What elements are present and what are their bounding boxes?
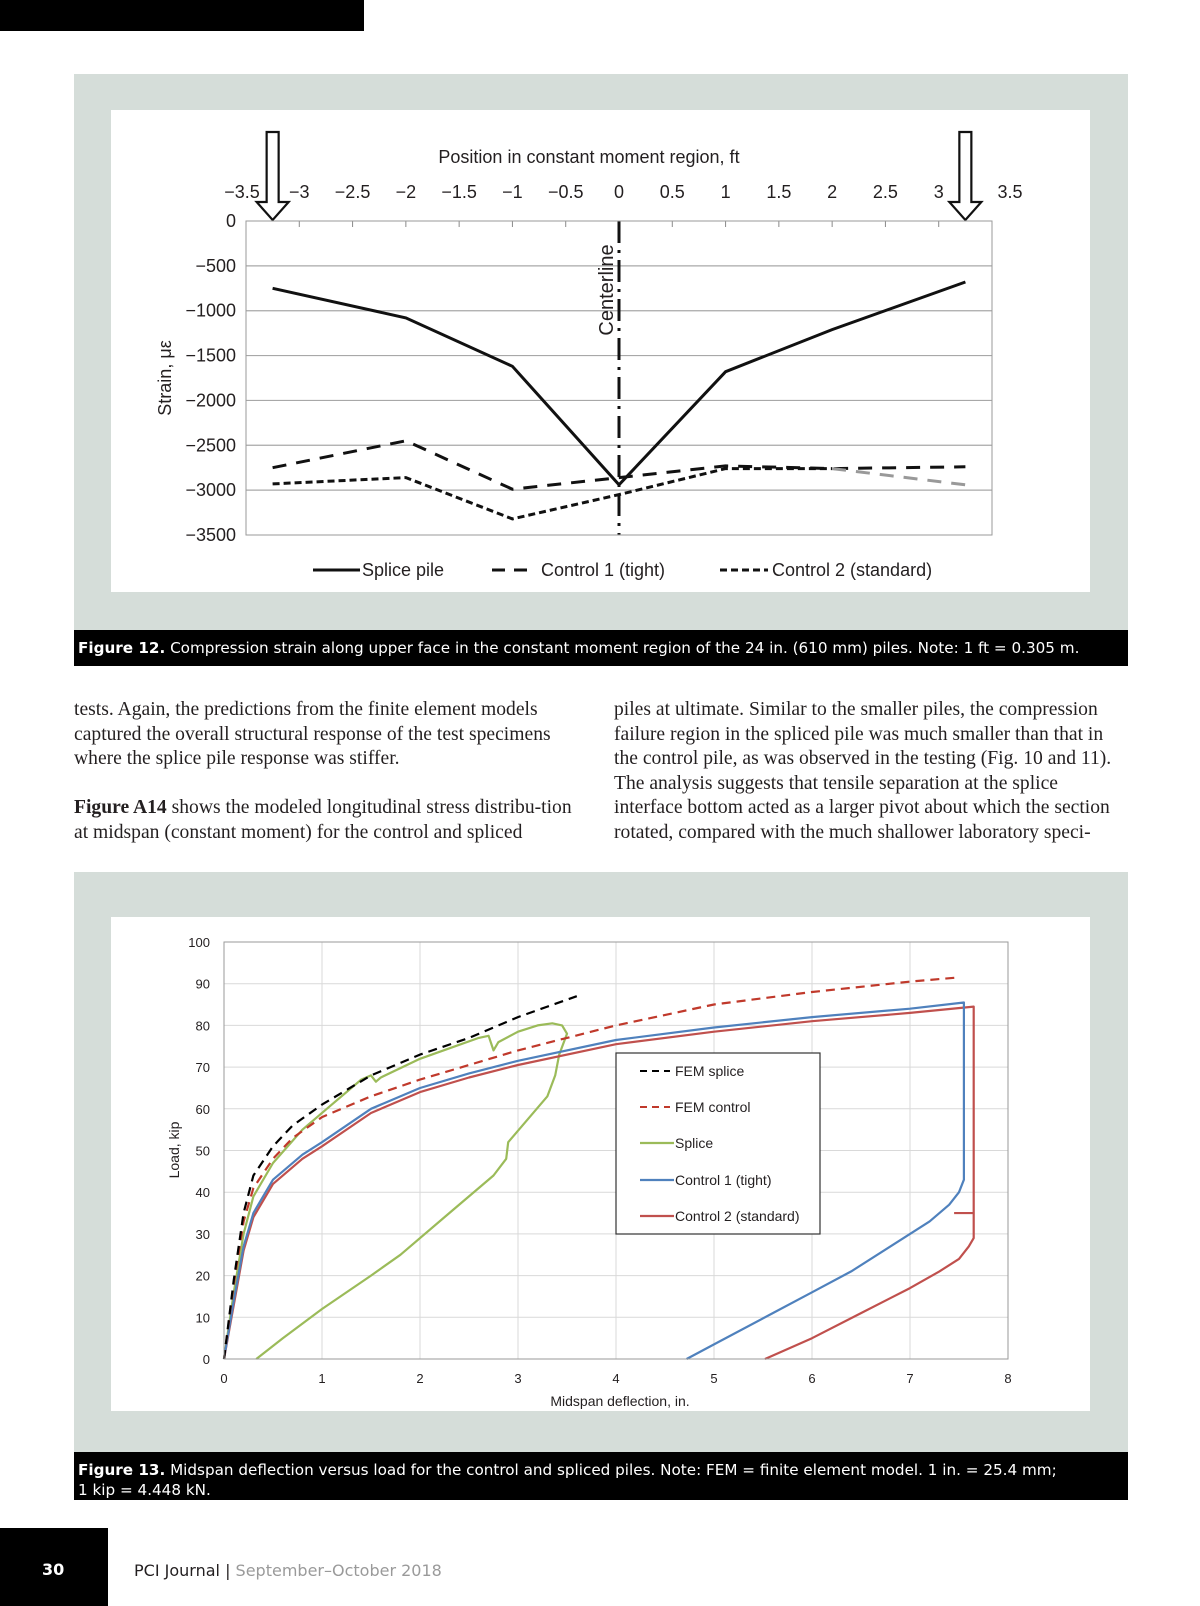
x-tick-label: 2: [416, 1371, 424, 1386]
x-tick-label: 6: [808, 1371, 816, 1386]
journal-name: PCI Journal: [134, 1561, 220, 1580]
running-footer: [134, 1561, 442, 1580]
x-tick-label: 3.5: [997, 182, 1023, 202]
x-tick-label: −3: [289, 182, 310, 202]
centerline-label: Centerline: [596, 244, 618, 336]
legend-label-splice: Splice: [675, 1135, 714, 1151]
y-tick-label: 50: [195, 1143, 210, 1159]
page-number: 30: [42, 1560, 65, 1579]
x-tick-label: 1: [720, 182, 731, 202]
y-tick-label: 60: [195, 1101, 210, 1117]
y-tick-label: 20: [195, 1268, 210, 1284]
x-tick-label: −3.5: [224, 182, 260, 202]
y-tick-label: 90: [195, 976, 210, 992]
y-tick-label: 10: [195, 1310, 210, 1326]
y-tick-label: 30: [195, 1226, 210, 1242]
caption-text: Midspan deflection versus load for the control and spliced piles. Note: FEM = finite element model. 1 in. = 25.4 mm;: [165, 1461, 1057, 1479]
caption-label: Figure 13.: [78, 1461, 166, 1479]
x-tick-label: −2.5: [334, 182, 371, 202]
y-tick-label: 80: [195, 1018, 210, 1034]
legend: [616, 1053, 820, 1234]
y-tick-label: −2500: [185, 435, 236, 456]
x-tick-label: 8: [1004, 1371, 1012, 1386]
x-tick-label: 4: [612, 1371, 620, 1386]
x-tick-label: 1: [318, 1371, 326, 1386]
legend-label-control1: Control 1 (tight): [675, 1172, 772, 1188]
x-tick-label: −0.5: [547, 182, 584, 202]
paragraph: piles at ultimate. Similar to the smaller piles, the compression failure region in the spliced pile was much smaller than that in the control pile, as was observed in the testing (Fig. 10 and 11). The analysis suggests that tensile separation at the splice interface bottom acted as a larger pivot about which the section rotated, compared with the much shallower laboratory speci-: [614, 699, 1112, 843]
x-tick-label: 3: [514, 1371, 522, 1386]
x-tick-label: 2.5: [872, 182, 898, 202]
y-tick-label: −500: [195, 255, 236, 276]
y-axis-label: Load, kip: [166, 1121, 182, 1179]
caption-text-continued: 1 kip = 4.448 kN.: [78, 1481, 211, 1499]
series-line-control-2-standard: [224, 1007, 974, 1359]
y-tick-label: −3000: [185, 480, 236, 501]
paragraph: tests. Again, the predictions from the finite element models captured the overall structural response of the test specimens where the splice pile response was stiffer.: [74, 699, 551, 770]
series-line-control-1-tight: [224, 1003, 964, 1360]
x-tick-label: 0: [613, 182, 625, 202]
legend-label-fem-splice: FEM splice: [675, 1063, 745, 1079]
x-tick-label: 0.5: [659, 182, 685, 202]
y-tick-label: 70: [195, 1060, 210, 1076]
page-number-box: [0, 1528, 108, 1606]
y-axis-label: Strain, με: [155, 340, 175, 416]
chart-title: Position in constant moment region, ft: [438, 147, 740, 167]
legend-label-fem-control: FEM control: [675, 1099, 751, 1115]
y-tick-label: 0: [202, 1352, 210, 1367]
x-axis-label: Midspan deflection, in.: [550, 1393, 690, 1409]
caption-label: Figure 12.: [78, 639, 166, 657]
y-tick-label: 0: [225, 211, 236, 231]
legend-label-control2: Control 2 (standard): [772, 560, 933, 580]
issue-date: September–October 2018: [235, 1561, 442, 1580]
legend-label-control2: Control 2 (standard): [675, 1208, 800, 1224]
x-tick-label: 7: [906, 1371, 914, 1386]
paragraph-text: shows the modeled longitudinal stress distribu-tion at midspan (constant moment) for the control and spliced: [74, 797, 572, 843]
x-tick-label: 1.5: [766, 182, 792, 202]
y-tick-label: −3500: [185, 525, 236, 545]
legend-label-splice: Splice pile: [362, 560, 445, 580]
series-line-splice: [224, 1023, 567, 1359]
x-tick-label: 0: [220, 1371, 228, 1386]
caption-text: Compression strain along upper face in the constant moment region of the 24 in. (610 mm) piles. Note: 1 ft = 0.305 m.: [165, 639, 1080, 657]
y-tick-label: −1000: [185, 300, 236, 321]
figure-13-caption: [74, 1452, 1128, 1500]
y-tick-label: −1500: [185, 345, 236, 366]
x-tick-label: 5: [710, 1371, 718, 1386]
legend-label-control1: Control 1 (tight): [541, 560, 666, 580]
x-tick-label: −1.5: [441, 182, 477, 202]
x-tick-label: 2: [827, 182, 838, 202]
y-tick-label: 100: [188, 935, 210, 950]
x-tick-label: 3: [933, 182, 944, 202]
footer-separator: |: [225, 1561, 231, 1580]
x-tick-label: −1: [502, 182, 523, 202]
figure-ref: Figure A14: [74, 797, 167, 819]
y-tick-label: −2000: [185, 390, 236, 411]
x-tick-label: −2: [395, 182, 417, 202]
y-tick-label: 40: [195, 1185, 210, 1201]
